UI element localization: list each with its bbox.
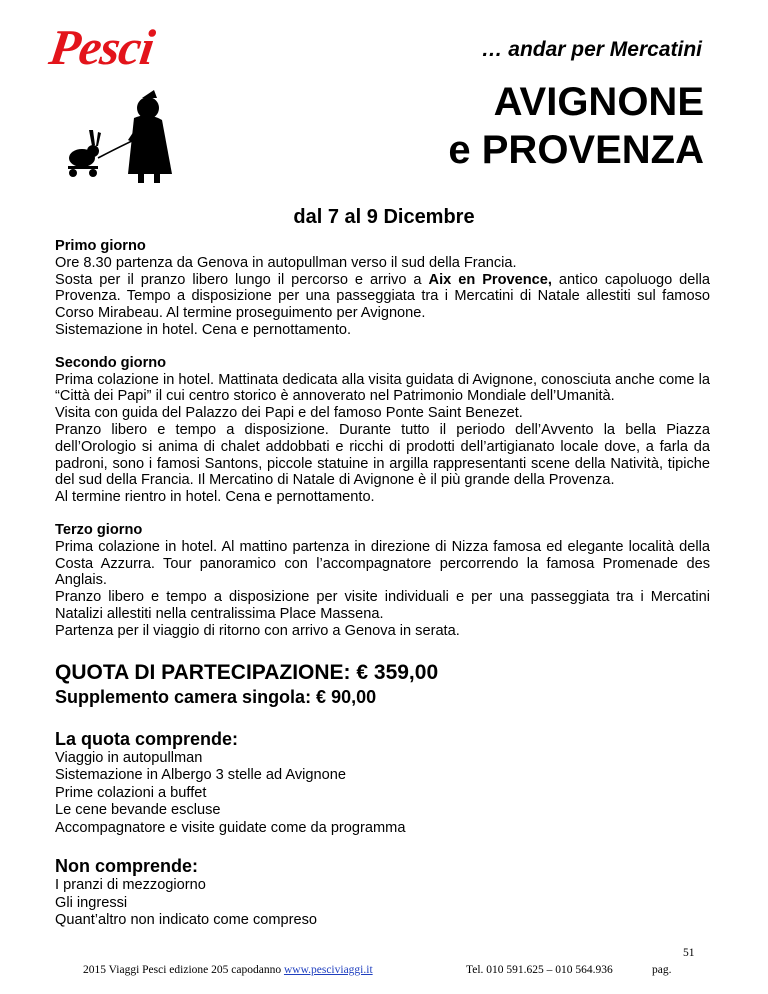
list-item: Viaggio in autopullman [55, 749, 203, 766]
day-text: Prima colazione in hotel. Al mattino partenza in direzione di Nizza famosa ed elegante località della Costa Azzurra. Tour panoramico con l’accompagnatore percorrendo la famosa Promenade des Anglais. [55, 538, 710, 589]
footer-left [83, 964, 373, 976]
not-included-heading: Non comprende: [55, 856, 199, 877]
child-with-rabbit-silhouette-icon [62, 88, 178, 186]
page-title [448, 78, 704, 174]
itinerary-content [55, 238, 710, 930]
tagline: … andar per Mercatini [481, 38, 702, 61]
footer-pag: pag. [652, 964, 672, 976]
list-item: Quant’altro non indicato come compreso [55, 912, 318, 929]
day-3 [55, 522, 710, 640]
title-line-2: e PROVENZA [448, 128, 704, 172]
footer-edition: 2015 Viaggi Pesci edizione 205 capodanno [83, 964, 282, 976]
list-item: Gli ingressi [55, 894, 128, 911]
list-item: Sistemazione in Albergo 3 stelle ad Avignone [55, 767, 346, 784]
title-line-1: AVIGNONE [493, 80, 704, 124]
day-text: Sosta per il pranzo libero lungo il percorso e arrivo a Aix en Provence, antico capoluogo della Provenza. Tempo a disposizione per una passeggiata tra i Mercatini di Natale allestiti sul famoso Corso Mirabeau. Al termine proseguimento per Avignone. [55, 271, 710, 322]
day-heading: Primo giorno [55, 238, 146, 254]
website-link[interactable]: www.pesciviaggi.it [283, 964, 373, 976]
day-1 [55, 238, 710, 339]
day-text: Partenza per il viaggio di ritorno con arrivo a Genova in serata. [55, 622, 460, 639]
list-item: Prime colazioni a buffet [55, 784, 207, 801]
single-room-supplement: Supplemento camera singola: € 90,00 [55, 686, 377, 707]
day-text: Al termine rientro in hotel. Cena e pernottamento. [55, 489, 375, 506]
trip-dates: dal 7 al 9 Dicembre [293, 206, 475, 228]
day-text: Pranzo libero e tempo a disposizione. Durante tutto il periodo dell’Avvento la bella Piazza dell’Orologio si anima di chalet addobbati e ricchi di prodotti dell’artigianato locale dove, a farla da padroni, sono i famosi Santons, piccole statuine in argilla rappresentanti scene della Natività, tipiche del sud della Francia. Il Mercatino di Natale di Avignone è il più grande della Provenza. [55, 421, 710, 489]
day-heading: Secondo giorno [55, 354, 167, 371]
footer-phone: Tel. 010 591.625 – 010 564.936 [466, 964, 613, 976]
day-2 [55, 355, 710, 506]
included-list [55, 750, 710, 838]
list-item: Accompagnatore e visite guidate come da programma [55, 819, 406, 836]
day-text: Prima colazione in hotel. Mattinata dedicata alla visita guidata di Avignone, conosciuta anche come la “Città dei Papi” il cui centro storico è annoverato nel Patrimonio Mondiale dell’Umanità. [55, 371, 710, 405]
price-quota: QUOTA DI PARTECIPAZIONE: € 359,00 [55, 660, 439, 684]
list-item: Le cene bevande escluse [55, 802, 221, 819]
day-text: Pranzo libero e tempo a disposizione per visite individuali e per una passeggiata tra i Mercatini Natalizi allestiti nella centralissima Place Massena. [55, 589, 710, 622]
pesci-logo [46, 18, 190, 76]
page-number: 51 [683, 947, 695, 959]
not-included-list [55, 877, 710, 930]
day-heading: Terzo giorno [55, 521, 143, 538]
logo-text: Pesci [46, 19, 158, 75]
day-text: Sistemazione in hotel. Cena e pernottamento. [55, 321, 352, 338]
day-text: Visita con guida del Palazzo dei Papi e del famoso Ponte Saint Benezet. [55, 405, 523, 422]
list-item: I pranzi di mezzogiorno [55, 877, 206, 894]
included-heading: La quota comprende: [55, 728, 239, 749]
day-text: Ore 8.30 partenza da Genova in autopullman verso il sud della Francia. [55, 254, 517, 271]
